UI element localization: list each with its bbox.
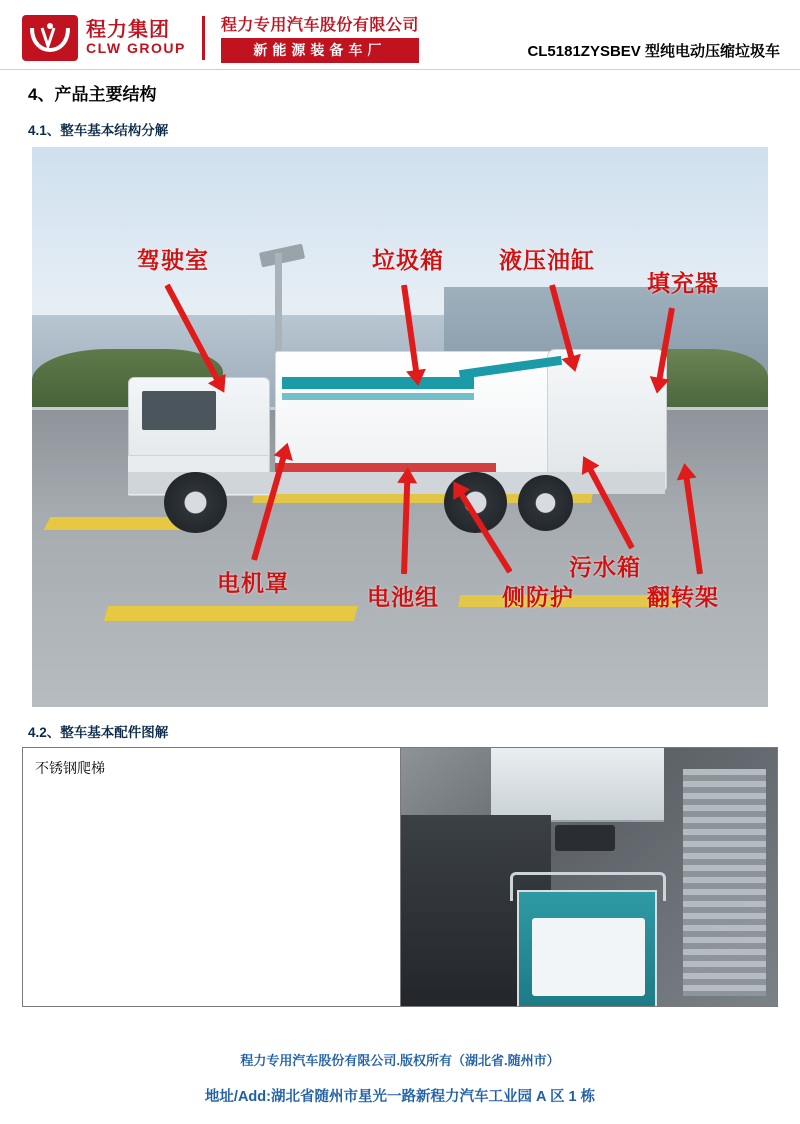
part-photo-cell: [400, 748, 778, 1007]
brand-name-en: CLW GROUP: [86, 39, 186, 56]
part-name-cell: 不锈钢爬梯: [23, 748, 401, 1007]
callout-label: 翻转架: [647, 584, 719, 610]
footer-copyright: 程力专用汽车股份有限公司.版权所有（湖北省.随州市）: [240, 1053, 560, 1068]
part-photo-stainless-ladder: [683, 769, 766, 996]
page-footer: [0, 1050, 800, 1106]
company-subtitle: 新能源装备车厂: [221, 38, 419, 63]
page-header: [0, 0, 800, 69]
brand-logo-text: [86, 20, 186, 56]
truck-stripe-secondary: [282, 393, 473, 400]
clw-logo-icon: [22, 15, 78, 61]
company-block: [221, 12, 419, 63]
callout-label: 电池组: [367, 584, 439, 610]
parts-table: [22, 747, 778, 1007]
section-title: 4、产品主要结构: [28, 85, 157, 104]
document-title: CL5181ZYSBEV 型纯电动压缩垃圾车: [527, 43, 780, 60]
footer-address: 地址/Add:湖北省随州市星光一路新程力汽车工业园 A 区 1 栋: [204, 1089, 596, 1105]
truck-cab-window: [142, 391, 216, 430]
callout-label: 填充器: [647, 270, 719, 296]
callout-label: 垃圾箱: [372, 247, 444, 273]
callout-label: 侧防护: [502, 584, 574, 610]
structure-diagram-photo: [32, 147, 768, 707]
truck-wheel: [164, 472, 227, 534]
subsection-4-2-title: 4.2、整车基本配件图解: [28, 725, 169, 740]
callout-label: 污水箱: [569, 554, 641, 580]
table-row: [23, 748, 778, 1007]
truck-side-reflector: [275, 463, 496, 472]
callout-label: 液压油缸: [499, 247, 595, 273]
road-marking: [104, 606, 358, 621]
truck-stripe: [282, 377, 473, 389]
brand-name-cn: 程力集团: [86, 18, 170, 41]
header-rule: [0, 69, 800, 70]
header-divider: [202, 16, 205, 60]
subsection-4-1-title: 4.1、整车基本结构分解: [28, 123, 169, 138]
part-photo-white-panel: [532, 918, 645, 995]
brand-logo: [22, 15, 186, 61]
callout-label: 驾驶室: [137, 247, 209, 273]
part-photo-equipment-box: [555, 825, 615, 851]
callout-label: 电机罩: [217, 570, 289, 596]
company-name: 程力专用汽车股份有限公司: [220, 17, 419, 34]
part-photo-truck-underside: [491, 748, 664, 822]
street-lamp-pole: [275, 253, 282, 354]
truck-wheel: [518, 475, 573, 531]
